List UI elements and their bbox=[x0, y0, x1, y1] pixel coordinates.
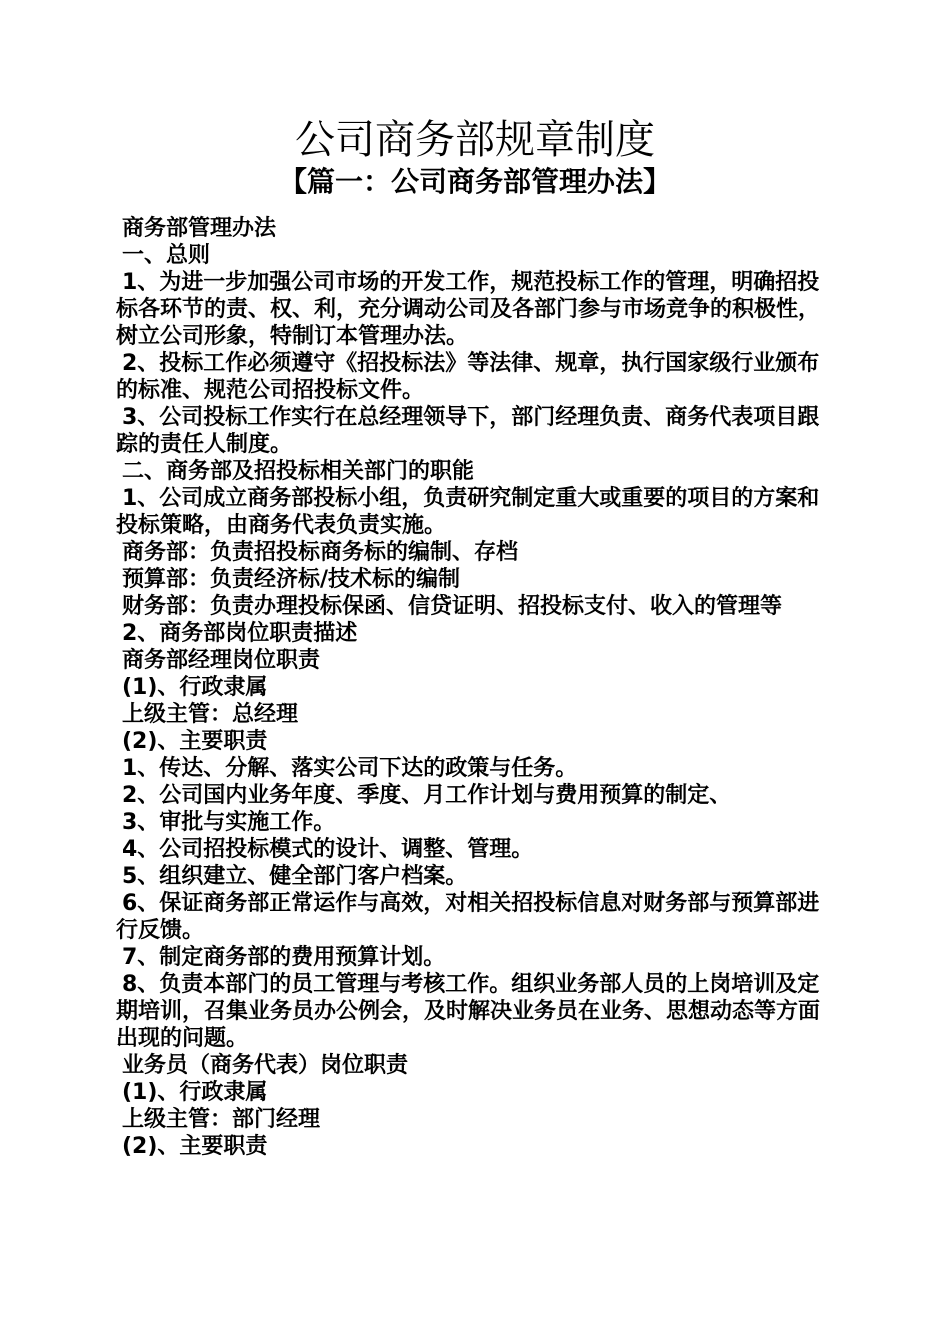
paragraph: 商务部管理办法 bbox=[122, 216, 277, 241]
paragraph: 财务部：负责办理投标保函、信贷证明、招投标支付、收入的管理等 bbox=[122, 594, 783, 619]
paragraph: 1、传达、分解、落实公司下达的政策与任务。 bbox=[122, 756, 578, 781]
paragraph: 2、商务部岗位职责描述 bbox=[122, 621, 358, 646]
paragraph: 4、公司招投标模式的设计、调整、管理。 bbox=[122, 837, 534, 862]
paragraph: 预算部：负责经济标/技术标的编制 bbox=[122, 567, 461, 592]
paragraph: 商务部：负责招投标商务标的编制、存档 bbox=[122, 540, 519, 565]
paragraph: 1、为进一步加强公司市场的开发工作，规范投标工作的管理，明确招投标各环节的责、权、利，充分调动公司及各部门参与市场竞争的积极性，树立公司形象，特制订本管理办法。 bbox=[116, 270, 821, 349]
paragraph: 5、组织建立、健全部门客户档案。 bbox=[122, 864, 468, 889]
paragraph: 1、公司成立商务部投标小组，负责研究制定重大或重要的项目的方案和投标策略，由商务代表负责实施。 bbox=[116, 486, 820, 538]
paragraph: 3、公司投标工作实行在总经理领导下，部门经理负责、商务代表项目跟踪的责任人制度。 bbox=[116, 405, 820, 457]
paragraph: (1)、行政隶属 bbox=[122, 675, 268, 700]
paragraph: 7、制定商务部的费用预算计划。 bbox=[122, 945, 446, 970]
paragraph: 6、保证商务部正常运作与高效，对相关招投标信息对财务部与预算部进行反馈。 bbox=[116, 891, 820, 943]
paragraph: 2、公司国内业务年度、季度、月工作计划与费用预算的制定、 bbox=[122, 783, 732, 808]
paragraph: 商务部经理岗位职责 bbox=[122, 648, 321, 673]
paragraph: 一、总则 bbox=[122, 243, 211, 268]
paragraph: 2、投标工作必须遵守《招投标法》等法律、规章，执行国家级行业颁布的标准、规范公司招投标文件。 bbox=[116, 351, 820, 403]
paragraph: 3、审批与实施工作。 bbox=[122, 810, 336, 835]
paragraph: 业务员（商务代表）岗位职责 bbox=[122, 1053, 409, 1078]
document-title: 公司商务部规章制度 bbox=[295, 117, 655, 163]
paragraph: (2)、主要职责 bbox=[122, 1134, 268, 1159]
document-body bbox=[116, 215, 836, 1160]
document-subtitle: 【篇一：公司商务部管理办法】 bbox=[278, 165, 671, 198]
paragraph: 上级主管：部门经理 bbox=[122, 1107, 321, 1132]
paragraph: 二、商务部及招投标相关部门的职能 bbox=[122, 459, 475, 484]
paragraph: 上级主管：总经理 bbox=[122, 702, 299, 727]
paragraph: (1)、行政隶属 bbox=[122, 1080, 268, 1105]
paragraph: (2)、主要职责 bbox=[122, 729, 268, 754]
paragraph: 8、负责本部门的员工管理与考核工作。组织业务部人员的上岗培训及定期培训，召集业务员办公例会，及时解决业务员在业务、思想动态等方面出现的问题。 bbox=[116, 972, 821, 1051]
